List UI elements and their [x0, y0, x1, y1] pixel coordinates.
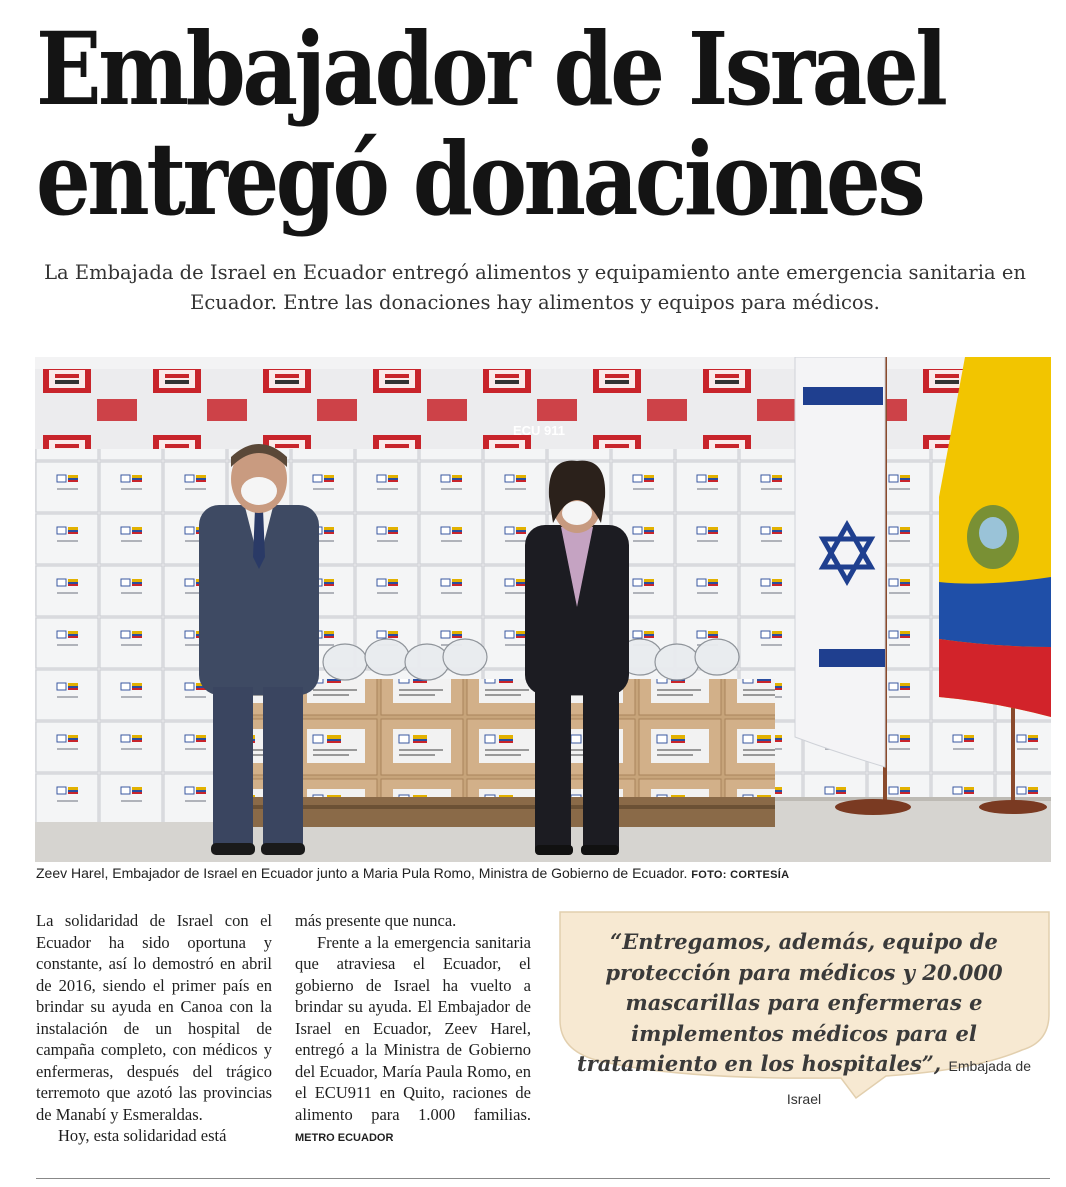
- body-column-1: [36, 910, 272, 1147]
- bottom-rule: [36, 1178, 1050, 1179]
- article-photo: [35, 357, 1051, 862]
- pull-quote: [572, 927, 1036, 1114]
- byline-signature: METRO ECUADOR: [295, 1132, 394, 1144]
- body-paragraph: más presente que nunca.: [295, 911, 457, 930]
- headline-line-1: Embajador de Israel: [36, 10, 945, 128]
- body-paragraph: La solidaridad de Israel con el Ecuador ha sido oportuna y constante, así lo demostró en abril de 2016, siendo el primer país en brindar su ayuda en Canoa con la instalación de un hospital de campaña completo, con médicos y enfermeras, después del trágico terremoto que azotó las provincias de Manabí y Esmeraldas.: [36, 911, 272, 1124]
- wall-label: ECU 911: [513, 423, 566, 438]
- caption-text: Zeev Harel, Embajador de Israel en Ecuador junto a Maria Pula Romo, Ministra de Gobierno de Ecuador.: [36, 865, 688, 881]
- body-column-2: [295, 910, 531, 1150]
- headline: [36, 10, 945, 238]
- body-paragraph: Hoy, esta solidaridad está: [58, 1126, 227, 1145]
- quote-text: “Entregamos, además, equipo de protección para médicos y 20.000 mascarillas para enfermeras e implementos médicos para el tratamiento en los hospitales”,: [576, 929, 1003, 1076]
- photo-credit: FOTO: CORTESÍA: [691, 869, 790, 881]
- headline-line-2: entregó donaciones: [36, 120, 923, 238]
- body-text: Frente a la emergencia sanitaria que atraviesa el Ecuador, el gobierno de Israel ha vuelto a brindar su ayuda. El Embajador de Israel en Ecuador, Zeev Harel, entregó a la Ministra de Gobierno del Ecuador, María Paula Romo, en el ECU911 en Quito, raciones de alimento para 1.000 familias.: [295, 932, 531, 1124]
- subheadline: La Embajada de Israel en Ecuador entregó alimentos y equipamiento ante emergencia sanitaria en Ecuador. Entre las donaciones hay alimentos y equipos para médicos.: [44, 261, 1026, 314]
- body-paragraph: [295, 932, 531, 1150]
- photo-caption: [36, 864, 1046, 884]
- quote-source: Embajada de Israel: [786, 1058, 1032, 1107]
